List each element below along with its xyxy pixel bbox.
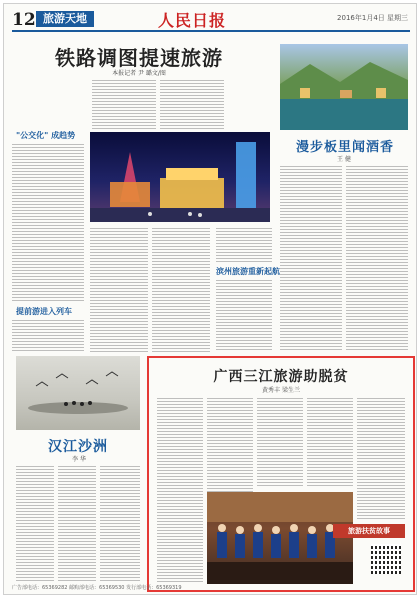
sandbar-birds-image <box>16 356 140 430</box>
river-town-image <box>280 44 408 130</box>
feature-headline: 广西三江旅游助脱贫 <box>213 369 349 385</box>
qr-code-mask <box>371 544 401 574</box>
feature-col-3 <box>257 396 303 486</box>
mid-text-col-2 <box>152 226 210 352</box>
newspaper-page <box>3 3 417 595</box>
dancers-image <box>207 492 353 584</box>
lower-left-byline: 李 华 <box>72 456 86 463</box>
ice-palace-image <box>90 132 270 222</box>
lower-left-col-1 <box>16 464 54 582</box>
lead-text-col-2 <box>160 78 224 130</box>
header-rule <box>12 30 410 32</box>
mid-text-col-3b <box>216 278 272 352</box>
side-text-1 <box>12 142 84 302</box>
mid-text-col-3a <box>216 226 272 262</box>
right-text-col-2 <box>346 164 408 350</box>
side-head-1: "公交化" 成趋势 <box>16 131 76 140</box>
promo-badge: 旅游扶贫故事 <box>333 524 405 538</box>
side-head-2: 提前游进入列车 <box>16 307 72 316</box>
feature-photo <box>207 492 353 584</box>
right-headline: 漫步板里闻酒香 <box>295 140 394 155</box>
page-number: 12 <box>12 10 36 30</box>
feature-byline: 黄秀丰 梁生兰 <box>262 387 300 394</box>
mid-section-head: 滨州旅游重新起航 <box>216 267 280 276</box>
lower-left-headline: 汉江沙洲 <box>48 439 108 455</box>
side-text-2 <box>12 318 84 352</box>
page-header <box>12 8 410 36</box>
mid-text-col-1 <box>90 226 148 352</box>
lead-photo <box>90 132 270 222</box>
page-footer: 广告部电话：65369282 邮购部电话：65369530 发行部电话：65369319 <box>12 585 182 591</box>
section-name: 旅游天地 <box>36 11 94 27</box>
lead-headline: 铁路调图提速旅游 <box>55 46 223 70</box>
lead-text-col-1 <box>92 78 156 130</box>
lower-left-col-3 <box>100 464 140 582</box>
river-photo <box>280 44 408 130</box>
lead-byline: 本报记者 尹 璐文/图 <box>112 70 166 77</box>
feature-col-5 <box>357 396 405 520</box>
paper-logo: 人民日报 <box>158 11 227 30</box>
issue-date: 2016年1月4日 星期三 <box>337 14 408 22</box>
feature-box <box>147 356 415 592</box>
birds-photo <box>16 356 140 430</box>
lower-left-col-2 <box>58 464 96 582</box>
feature-col-1 <box>157 396 203 584</box>
right-text-col-1 <box>280 164 342 350</box>
feature-col-4 <box>307 396 353 486</box>
right-byline: 王 健 <box>337 156 351 163</box>
